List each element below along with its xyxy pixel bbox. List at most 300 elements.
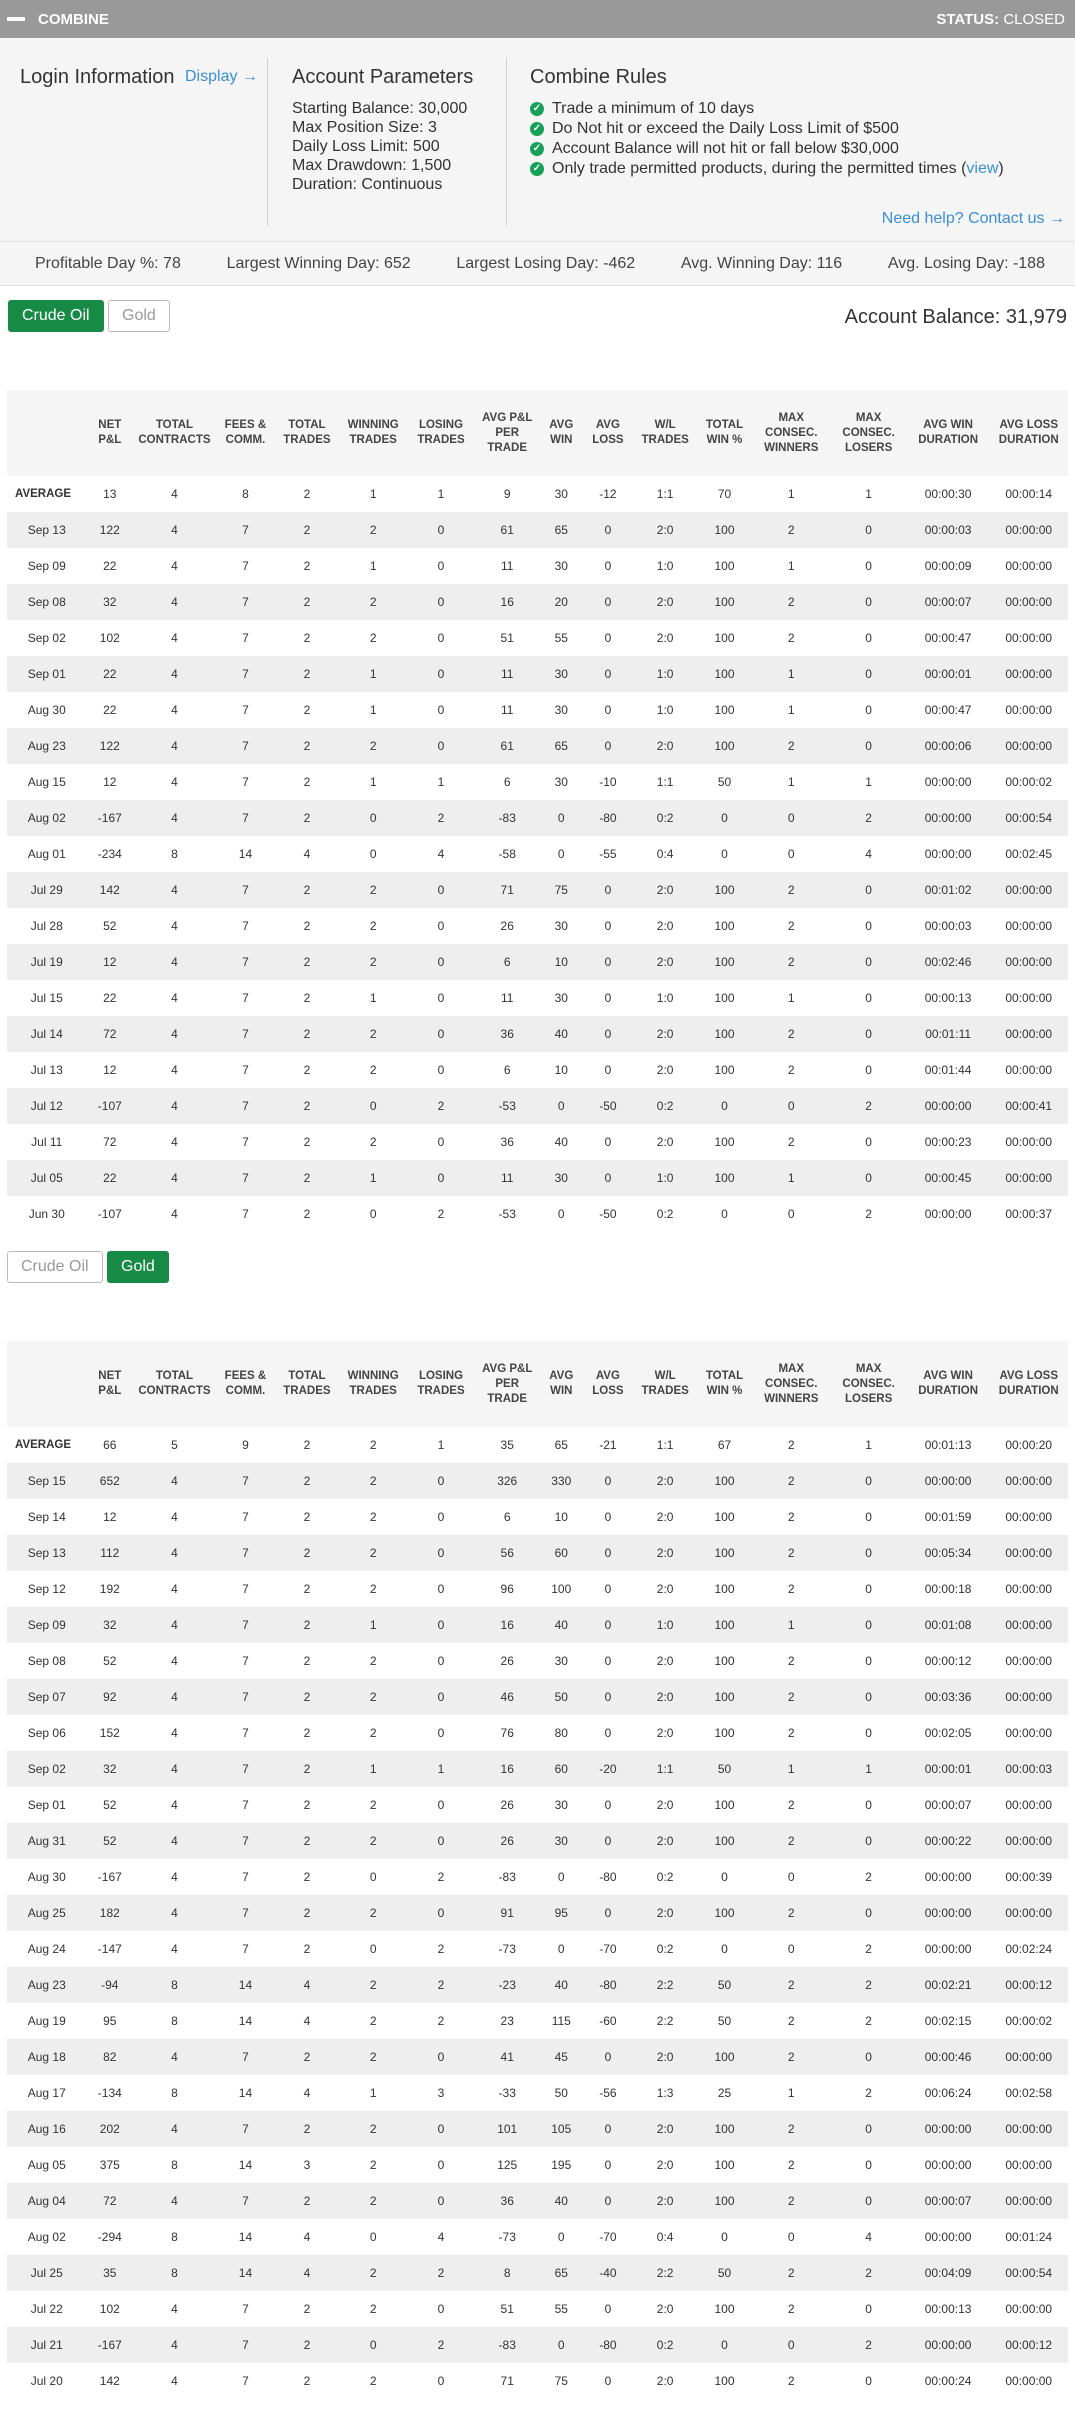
cell-fees-comm: 7: [242, 1474, 249, 1488]
cell-avg-pnl-per-trade: -73: [498, 2230, 516, 2244]
cell-avg-win-duration: 00:01:44: [924, 1063, 972, 1077]
cell-winning-trades: 1: [369, 2086, 377, 2100]
cell-avg-loss: 0: [604, 559, 612, 573]
cell-net-pnl: 652: [99, 1474, 120, 1488]
cell-max-consec-losers: 2: [865, 1207, 872, 1221]
cell-avg-win: 40: [554, 2194, 568, 2208]
cell-avg-win-duration: 00:03:36: [924, 1690, 972, 1704]
cell-max-consec-winners: 1: [787, 703, 795, 717]
cell-max-consec-losers: 0: [865, 667, 872, 681]
cell-avg-pnl-per-trade: 56: [500, 1546, 514, 1560]
cell-wl-trades: 2:0: [656, 1654, 674, 1668]
column-header-avg-win: AVG WIN: [540, 390, 582, 476]
top-bar-left: [7, 10, 109, 28]
cell-losing-trades: 0: [437, 1906, 445, 1920]
cell-avg-win-duration: 00:00:01: [924, 667, 972, 681]
view-products-link[interactable]: view: [966, 160, 999, 177]
cell-avg-win-duration: 00:00:07: [924, 595, 972, 609]
crude-oil-button[interactable]: Crude Oil: [7, 1251, 103, 1283]
cell-avg-win-duration: 00:00:00: [924, 1942, 972, 1956]
cell-avg-win-duration: 00:00:18: [924, 1582, 972, 1596]
cell-fees-comm: 7: [242, 1654, 249, 1668]
cell-avg-pnl-per-trade: 6: [503, 1063, 511, 1077]
cell-net-pnl: 82: [103, 2050, 117, 2064]
cell-avg-loss-duration: 00:00:39: [1005, 1870, 1053, 1884]
cell-avg-win: 10: [554, 955, 568, 969]
cell-total-trades: 2: [303, 811, 311, 825]
cell-net-pnl: 32: [103, 595, 117, 609]
cell-net-pnl: 52: [103, 1798, 117, 1812]
cell-avg-win: 30: [554, 919, 568, 933]
cell-winning-trades: 1: [369, 1171, 377, 1185]
cell-avg-win: 0: [557, 811, 565, 825]
info-panel: [0, 38, 1075, 242]
cell-max-consec-winners: 2: [787, 1063, 795, 1077]
cell-wl-trades: 1:0: [656, 1618, 674, 1632]
cell-net-pnl: 182: [99, 1906, 120, 1920]
cell-avg-loss: 0: [604, 1510, 612, 1524]
table-row: [7, 728, 1068, 764]
cell-avg-win: 0: [557, 847, 565, 861]
column-header-avg-win-duration: AVG WIN DURATION: [907, 1341, 990, 1427]
cell-wl-trades: 2:0: [656, 2302, 674, 2316]
cell-avg-win-duration: 00:06:24: [924, 2086, 972, 2100]
cell-date: Sep 15: [27, 1474, 66, 1488]
cell-fees-comm: 7: [242, 1870, 249, 1884]
cell-avg-pnl-per-trade: 16: [500, 595, 514, 609]
cell-avg-win: 0: [557, 2338, 565, 2352]
cell-avg-loss: 0: [604, 919, 612, 933]
cell-total-contracts: 4: [171, 1942, 178, 1956]
cell-net-pnl: 52: [103, 1834, 117, 1848]
cell-avg-pnl-per-trade: 23: [500, 2014, 514, 2028]
table-row: [7, 620, 1068, 656]
cell-winning-trades: 0: [369, 2230, 377, 2244]
cell-avg-win-duration: 00:00:00: [924, 775, 972, 789]
table-row: [7, 1088, 1068, 1124]
cell-avg-loss: -12: [599, 487, 617, 501]
cell-avg-loss: -80: [599, 1978, 617, 1992]
cell-max-consec-losers: 2: [865, 1870, 872, 1884]
status-indicator: [936, 11, 1065, 28]
cell-date: Jun 30: [28, 1207, 65, 1221]
cell-avg-win: 20: [554, 595, 568, 609]
cell-total-contracts: 8: [171, 1978, 178, 1992]
cell-max-consec-losers: 0: [865, 523, 872, 537]
cell-avg-win: 65: [554, 523, 568, 537]
param-duration: Duration: Continuous: [292, 176, 443, 193]
cell-avg-loss-duration: 00:00:00: [1005, 631, 1053, 645]
cell-total-contracts: 5: [171, 1438, 178, 1452]
cell-avg-loss: -56: [599, 2086, 617, 2100]
cell-avg-loss: 0: [604, 739, 612, 753]
cell-avg-loss: 0: [604, 2302, 612, 2316]
cell-avg-pnl-per-trade: 36: [500, 2194, 514, 2208]
cell-total-trades: 2: [303, 1474, 311, 1488]
cell-avg-loss: 0: [604, 1171, 612, 1185]
table-row: [7, 2111, 1068, 2147]
cell-fees-comm: 7: [242, 2122, 249, 2136]
cell-avg-pnl-per-trade: 16: [500, 1762, 514, 1776]
cell-total-win-pct: 100: [714, 703, 735, 717]
cell-date: Jul 20: [30, 2374, 63, 2388]
account-parameters-section: [292, 66, 473, 194]
cell-date: Jul 05: [30, 1171, 63, 1185]
cell-avg-win: 95: [554, 1906, 568, 1920]
cell-wl-trades: 2:0: [656, 2050, 674, 2064]
cell-avg-loss-duration: 00:00:00: [1005, 559, 1053, 573]
cell-max-consec-winners: 2: [787, 2194, 795, 2208]
cell-total-win-pct: 100: [714, 1171, 735, 1185]
cell-fees-comm: 7: [242, 1510, 249, 1524]
cell-avg-loss-duration: 00:00:02: [1005, 2014, 1053, 2028]
cell-avg-win: 30: [554, 1798, 568, 1812]
cell-avg-win-duration: 00:00:00: [924, 811, 972, 825]
cell-losing-trades: 0: [437, 1546, 445, 1560]
cell-avg-loss-duration: 00:02:58: [1005, 2086, 1053, 2100]
cell-avg-loss-duration: 00:00:54: [1005, 811, 1053, 825]
cell-date: Sep 14: [27, 1510, 66, 1524]
cell-avg-pnl-per-trade: -83: [498, 811, 516, 825]
cell-wl-trades: 2:0: [656, 1834, 674, 1848]
cell-avg-win: 40: [554, 1618, 568, 1632]
cell-wl-trades: 2:0: [656, 2194, 674, 2208]
cell-winning-trades: 1: [369, 703, 377, 717]
cell-avg-win: 75: [554, 883, 568, 897]
cell-avg-loss-duration: 00:00:00: [1005, 739, 1053, 753]
column-header-net-pnl: NET P&L: [86, 390, 133, 476]
cell-winning-trades: 1: [369, 667, 377, 681]
column-header-fees-comm: FEES & COMM.: [216, 390, 275, 476]
rule-item: ✓ Account Balance will not hit or fall below $30,000: [530, 139, 1004, 159]
cell-date: Aug 02: [27, 2230, 66, 2244]
cell-total-win-pct: 100: [714, 2050, 735, 2064]
cell-wl-trades: 0:4: [656, 2230, 674, 2244]
column-header-avg-pnl-per-trade: AVG P&L PER TRADE: [474, 390, 540, 476]
column-header-winning-trades: WINNING TRADES: [339, 390, 408, 476]
cell-winning-trades: 0: [369, 847, 377, 861]
check-circle-icon: ✓: [530, 102, 544, 116]
cell-net-pnl: -134: [97, 2086, 122, 2100]
cell-net-pnl: 152: [99, 1726, 120, 1740]
cell-losing-trades: 2: [437, 2266, 445, 2280]
cell-max-consec-winners: 1: [787, 487, 795, 501]
cell-date: Sep 08: [27, 1654, 66, 1668]
cell-avg-loss: 0: [604, 523, 612, 537]
cell-total-trades: 2: [303, 1207, 311, 1221]
table-row: [7, 1535, 1068, 1571]
cell-winning-trades: 2: [369, 1063, 377, 1077]
cell-winning-trades: 2: [369, 1510, 377, 1524]
cell-avg-loss-duration: 00:00:00: [1005, 2050, 1053, 2064]
divider: [267, 58, 268, 226]
cell-max-consec-winners: 2: [787, 1582, 795, 1596]
cell-avg-win: 330: [551, 1474, 572, 1488]
cell-fees-comm: 14: [238, 2230, 253, 2244]
cell-wl-trades: 2:2: [656, 2266, 674, 2280]
cell-avg-loss-duration: 00:00:00: [1005, 1726, 1053, 1740]
cell-winning-trades: 2: [369, 1726, 377, 1740]
cell-avg-win-duration: 00:04:09: [924, 2266, 972, 2280]
cell-total-contracts: 4: [171, 1834, 178, 1848]
cell-max-consec-losers: 0: [865, 1834, 872, 1848]
column-header-avg-loss: AVG LOSS: [582, 390, 633, 476]
cell-avg-loss: -20: [599, 1762, 617, 1776]
table-row: [7, 1715, 1068, 1751]
cell-total-trades: 2: [303, 1063, 311, 1077]
cell-avg-win: 30: [554, 667, 568, 681]
cell-date: AVERAGE: [15, 488, 72, 500]
cell-avg-loss-duration: 00:00:00: [1005, 1906, 1053, 1920]
cell-total-contracts: 4: [171, 667, 178, 681]
cell-max-consec-winners: 2: [787, 1027, 795, 1041]
cell-max-consec-winners: 0: [787, 847, 795, 861]
cell-net-pnl: 52: [103, 1654, 117, 1668]
table-row: [7, 1823, 1068, 1859]
cell-max-consec-losers: 2: [865, 2266, 872, 2280]
cell-losing-trades: 0: [437, 991, 445, 1005]
cell-total-win-pct: 100: [714, 1690, 735, 1704]
cell-avg-win-duration: 00:00:00: [924, 1099, 972, 1113]
cell-total-trades: 2: [303, 2050, 311, 2064]
param-starting-balance: Starting Balance: 30,000: [292, 100, 468, 117]
cell-max-consec-losers: 0: [865, 991, 872, 1005]
cell-max-consec-losers: 1: [865, 1762, 872, 1776]
cell-total-win-pct: 67: [717, 1438, 732, 1452]
cell-total-win-pct: 70: [717, 487, 732, 501]
cell-total-win-pct: 100: [714, 1654, 735, 1668]
cell-fees-comm: 7: [242, 1942, 249, 1956]
cell-max-consec-losers: 2: [865, 2014, 872, 2028]
crude-oil-button[interactable]: Crude Oil: [8, 300, 104, 332]
cell-max-consec-losers: 0: [865, 919, 872, 933]
cell-avg-loss-duration: 00:00:20: [1005, 1438, 1053, 1452]
cell-total-win-pct: 100: [714, 2302, 735, 2316]
cell-date: Aug 30: [27, 703, 66, 717]
cell-avg-loss: 0: [604, 1834, 612, 1848]
cell-avg-loss: -21: [599, 1438, 617, 1452]
cell-losing-trades: 0: [437, 631, 445, 645]
cell-wl-trades: 0:2: [656, 2338, 674, 2352]
cell-max-consec-winners: 2: [787, 1690, 795, 1704]
cell-losing-trades: 2: [437, 1870, 445, 1884]
cell-avg-win-duration: 00:00:00: [924, 1906, 972, 1920]
cell-winning-trades: 2: [369, 1690, 377, 1704]
cell-total-contracts: 4: [171, 1027, 178, 1041]
cell-net-pnl: 12: [103, 1510, 117, 1524]
cell-total-win-pct: 100: [714, 919, 735, 933]
cell-avg-win: 65: [554, 739, 568, 753]
cell-fees-comm: 7: [242, 1207, 249, 1221]
cell-avg-loss-duration: 00:00:02: [1005, 775, 1053, 789]
column-header-avg-loss-duration: AVG LOSS DURATION: [989, 1341, 1068, 1427]
cell-avg-loss-duration: 00:00:00: [1005, 1618, 1053, 1632]
cell-total-contracts: 4: [171, 2302, 178, 2316]
cell-avg-loss-duration: 00:00:37: [1005, 1207, 1053, 1221]
cell-max-consec-losers: 0: [865, 739, 872, 753]
cell-fees-comm: 7: [242, 775, 249, 789]
cell-fees-comm: 7: [242, 2050, 249, 2064]
cell-total-contracts: 8: [171, 2266, 178, 2280]
cell-max-consec-losers: 0: [865, 595, 872, 609]
cell-net-pnl: 92: [103, 1690, 117, 1704]
cell-total-contracts: 8: [171, 847, 178, 861]
cell-date: Jul 14: [30, 1027, 63, 1041]
cell-avg-pnl-per-trade: 71: [500, 883, 514, 897]
cell-wl-trades: 2:0: [656, 1063, 674, 1077]
cell-avg-pnl-per-trade: 26: [500, 1654, 514, 1668]
cell-net-pnl: 102: [99, 631, 120, 645]
cell-total-win-pct: 0: [721, 2230, 728, 2244]
cell-total-win-pct: 100: [714, 1834, 735, 1848]
cell-total-trades: 4: [303, 2266, 311, 2280]
cell-date: Sep 12: [27, 1582, 66, 1596]
cell-avg-loss: -55: [599, 847, 617, 861]
cell-avg-pnl-per-trade: 36: [500, 1135, 514, 1149]
cell-date: AVERAGE: [15, 1439, 72, 1451]
cell-avg-loss-duration: 00:00:00: [1005, 1027, 1053, 1041]
cell-fees-comm: 7: [242, 667, 249, 681]
cell-total-trades: 2: [303, 1438, 311, 1452]
cell-avg-win: 55: [554, 2302, 568, 2316]
cell-avg-loss-duration: 00:00:00: [1005, 1798, 1053, 1812]
cell-max-consec-losers: 0: [865, 1063, 872, 1077]
menu-icon[interactable]: [7, 10, 25, 28]
cell-fees-comm: 7: [242, 2338, 249, 2352]
cell-avg-loss-duration: 00:00:00: [1005, 1171, 1053, 1185]
cell-net-pnl: 102: [99, 2302, 120, 2316]
cell-avg-win: 30: [554, 1654, 568, 1668]
cell-net-pnl: 122: [99, 523, 120, 537]
cell-total-trades: 4: [303, 2014, 311, 2028]
cell-avg-win-duration: 00:00:13: [924, 2302, 972, 2316]
cell-max-consec-winners: 0: [787, 1942, 795, 1956]
cell-fees-comm: 7: [242, 1834, 249, 1848]
cell-avg-loss: 0: [604, 1690, 612, 1704]
cell-losing-trades: 0: [437, 595, 445, 609]
cell-losing-trades: 0: [437, 1798, 445, 1812]
cell-total-contracts: 4: [171, 1510, 178, 1524]
stat-largest-losing-day: Largest Losing Day: -462: [456, 254, 636, 272]
cell-max-consec-winners: 2: [787, 739, 795, 753]
cell-winning-trades: 2: [369, 1027, 377, 1041]
cell-max-consec-winners: 1: [787, 1618, 795, 1632]
cell-total-win-pct: 100: [714, 595, 735, 609]
table-row: [7, 1643, 1068, 1679]
cell-avg-win-duration: 00:00:30: [924, 487, 972, 501]
cell-avg-loss-duration: 00:00:00: [1005, 1690, 1053, 1704]
cell-avg-loss: -80: [599, 1870, 617, 1884]
cell-avg-win-duration: 00:00:07: [924, 1798, 972, 1812]
cell-wl-trades: 2:0: [656, 1726, 674, 1740]
cell-total-trades: 2: [303, 703, 311, 717]
cell-wl-trades: 1:1: [656, 487, 674, 501]
account-parameters-title: Account Parameters: [292, 66, 474, 88]
cell-max-consec-losers: 1: [865, 487, 872, 501]
cell-avg-pnl-per-trade: 11: [500, 1171, 514, 1185]
cell-avg-win-duration: 00:00:03: [924, 523, 972, 537]
cell-losing-trades: 4: [437, 2230, 445, 2244]
cell-total-trades: 2: [303, 955, 311, 969]
cell-fees-comm: 7: [242, 1726, 249, 1740]
cell-fees-comm: 7: [242, 955, 249, 969]
display-login-link[interactable]: Display →: [185, 68, 258, 85]
cell-avg-win-duration: 00:00:13: [924, 991, 972, 1005]
cell-losing-trades: 3: [437, 2086, 445, 2100]
cell-total-win-pct: 100: [714, 739, 735, 753]
cell-date: Aug 02: [27, 811, 66, 825]
cell-total-trades: 2: [303, 991, 311, 1005]
cell-avg-loss-duration: 00:00:00: [1005, 991, 1053, 1005]
cell-total-contracts: 4: [171, 811, 178, 825]
cell-total-trades: 2: [303, 919, 311, 933]
cell-wl-trades: 0:2: [656, 1870, 674, 1884]
gold-button[interactable]: Gold: [108, 300, 170, 332]
cell-losing-trades: 1: [437, 775, 445, 789]
table-row: [7, 2363, 1068, 2399]
cell-winning-trades: 2: [369, 883, 377, 897]
cell-net-pnl: 22: [103, 991, 117, 1005]
cell-total-contracts: 4: [171, 883, 178, 897]
cell-avg-win: 65: [554, 2266, 568, 2280]
cell-net-pnl: 95: [103, 2014, 117, 2028]
cell-max-consec-winners: 1: [787, 559, 795, 573]
cell-avg-loss-duration: 00:00:12: [1005, 2338, 1053, 2352]
cell-wl-trades: 2:2: [656, 1978, 674, 1992]
cell-fees-comm: 7: [242, 1135, 249, 1149]
cell-date: Sep 13: [27, 523, 66, 537]
cell-winning-trades: 2: [369, 739, 377, 753]
cell-avg-loss-duration: 00:00:41: [1005, 1099, 1053, 1113]
cell-winning-trades: 2: [369, 523, 377, 537]
cell-avg-loss: -50: [599, 1207, 617, 1221]
cell-avg-win-duration: 00:02:21: [924, 1978, 972, 1992]
divider: [506, 58, 507, 226]
cell-avg-win: 0: [557, 1207, 565, 1221]
cell-avg-win-duration: 00:00:12: [924, 1654, 972, 1668]
cell-total-contracts: 4: [171, 1798, 178, 1812]
cell-avg-loss: -80: [599, 811, 617, 825]
cell-date: Aug 23: [27, 1978, 66, 1992]
cell-avg-win-duration: 00:01:13: [924, 1438, 972, 1452]
cell-max-consec-winners: 2: [787, 1135, 795, 1149]
cell-net-pnl: 32: [103, 1762, 117, 1776]
cell-max-consec-losers: 0: [865, 1582, 872, 1596]
cell-total-trades: 2: [303, 1942, 311, 1956]
cell-total-trades: 4: [303, 1978, 311, 1992]
cell-avg-win-duration: 00:00:22: [924, 1834, 972, 1848]
column-header-total-win-pct: TOTAL WIN %: [697, 1341, 752, 1427]
cell-avg-pnl-per-trade: 125: [497, 2158, 518, 2172]
cell-losing-trades: 2: [437, 1207, 445, 1221]
cell-max-consec-winners: 0: [787, 811, 795, 825]
cell-avg-loss-duration: 00:02:45: [1005, 847, 1053, 861]
cell-fees-comm: 7: [242, 1798, 249, 1812]
cell-date: Sep 13: [27, 1546, 66, 1560]
cell-max-consec-losers: 2: [865, 1978, 872, 1992]
cell-date: Jul 29: [30, 883, 63, 897]
cell-avg-pnl-per-trade: -53: [498, 1207, 516, 1221]
column-header-winning-trades: WINNING TRADES: [339, 1341, 408, 1427]
cell-max-consec-losers: 0: [865, 2050, 872, 2064]
cell-max-consec-winners: 2: [787, 1474, 795, 1488]
cell-max-consec-losers: 2: [865, 1942, 872, 1956]
cell-max-consec-winners: 2: [787, 1726, 795, 1740]
gold-button[interactable]: Gold: [107, 1251, 169, 1283]
contact-us-link[interactable]: Need help? Contact us →: [881, 210, 1065, 227]
cell-losing-trades: 0: [437, 1027, 445, 1041]
column-header-wl-trades: W/L TRADES: [633, 390, 697, 476]
